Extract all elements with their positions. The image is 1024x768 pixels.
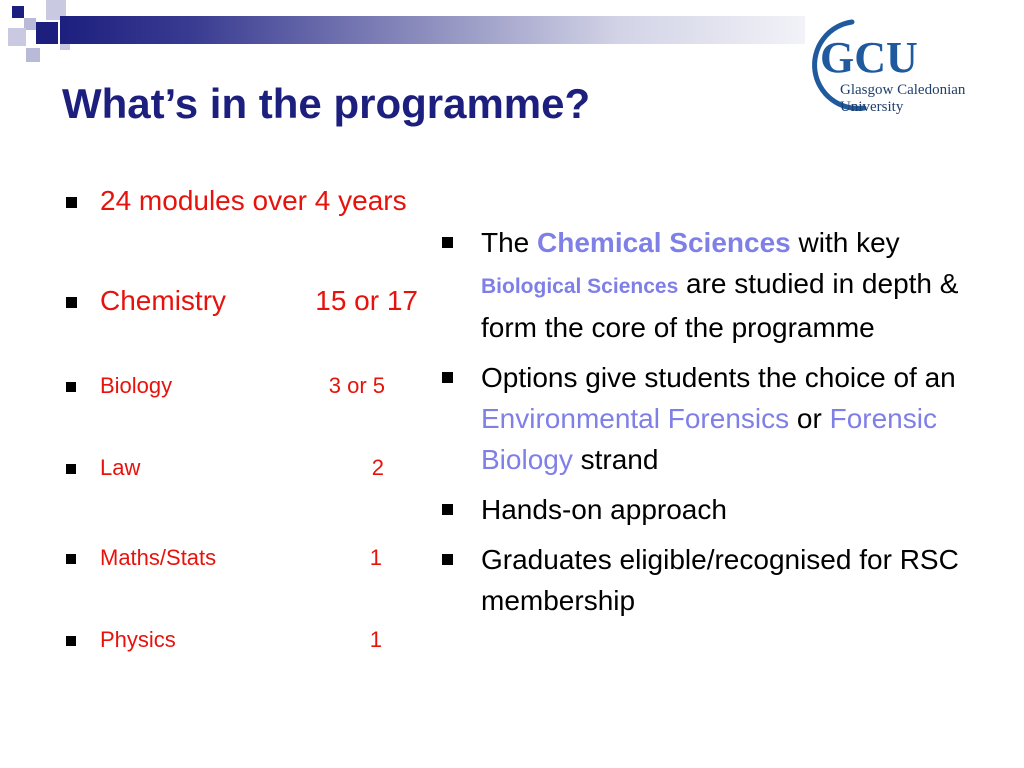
module-count-maths-stats: 1 [369, 545, 382, 570]
item-text: with key [790, 227, 900, 258]
item-text: Graduates eligible/recognised for RSC membership [481, 544, 959, 616]
highlight-environmental-forensics: Environmental Forensics [481, 403, 790, 434]
module-subject-biology: Biology [100, 373, 173, 398]
list-item-options [440, 357, 1000, 480]
item-text: are studied in depth & form the core of the programme [481, 268, 959, 343]
bullet-icon [66, 382, 76, 392]
bullet-icon [442, 554, 453, 565]
logo-name-line1: Glasgow Caledonian [840, 82, 966, 98]
highlight-biological-sciences: Biological Sciences [481, 275, 679, 298]
gcu-logo [804, 8, 1004, 120]
bullet-icon [66, 554, 76, 564]
bullet-icon [442, 504, 453, 515]
item-text: strand [572, 444, 659, 475]
bullet-icon [442, 372, 453, 383]
list-item-hands-on [440, 489, 1000, 530]
item-text: or [789, 403, 830, 434]
module-subject-law: Law [100, 455, 141, 480]
module-subject-maths-stats: Maths/Stats [100, 545, 217, 570]
modules-headline: 24 modules over 4 years [100, 185, 407, 216]
item-text: Hands-on approach [481, 494, 727, 525]
highlight-forensic-biology: Forensic Biology [481, 403, 937, 475]
bullet-icon [66, 464, 76, 474]
module-count-biology: 3 or 5 [328, 373, 385, 398]
deco-square [26, 48, 40, 62]
module-subject-physics: Physics [100, 627, 176, 652]
list-item-core-sciences [440, 222, 1000, 348]
logo-name-line2: University [840, 99, 904, 115]
deco-square [8, 28, 26, 46]
bullet-icon [66, 297, 77, 308]
module-count-physics: 1 [369, 627, 382, 652]
bullet-icon [442, 237, 453, 248]
module-subject-chemistry: Chemistry [100, 285, 227, 316]
list-item-rsc [440, 539, 1000, 621]
bullet-icon [66, 197, 77, 208]
bullet-icon [66, 636, 76, 646]
item-text: The [481, 227, 538, 258]
module-count-chemistry: 15 or 17 [315, 285, 418, 316]
header-gradient-bar [60, 16, 805, 44]
highlight-chemical-sciences: Chemical Sciences [537, 227, 791, 258]
module-count-law: 2 [371, 455, 384, 480]
deco-square [12, 6, 24, 18]
item-text: Options give students the choice of an [481, 362, 956, 393]
slide-title: What’s in the programme? [62, 80, 591, 127]
deco-square [36, 22, 58, 44]
programme-features-list [440, 222, 1000, 630]
logo-abbr: GCU [820, 33, 918, 82]
